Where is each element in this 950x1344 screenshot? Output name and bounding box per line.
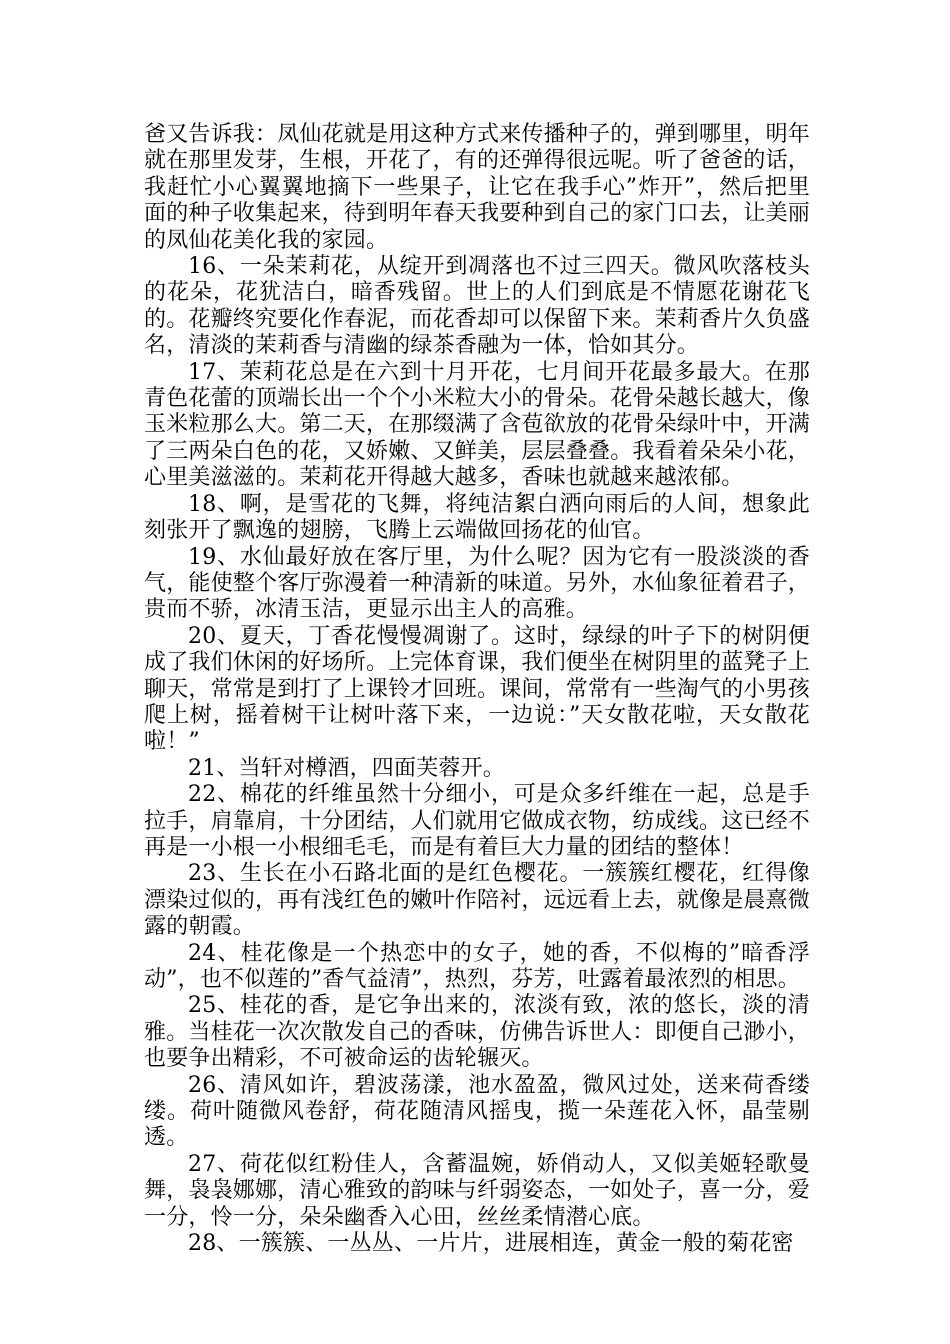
paragraph-intro: 爸又告诉我：凤仙花就是用这种方式来传播种子的，弹到哪里，明年就在那里发芽，生根，开花了，有的还弹得很远呢。听了爸爸的话，我赶忙小心翼翼地摘下一些果子，让它在我手心”炸开”，然后把里面的种子收集起来，待到明年春天我要种到自己的家门口去，让美丽的凤仙花美化我的家园。 — [144, 122, 811, 253]
paragraph-22: 22、棉花的纤维虽然十分细小，可是众多纤维在一起，总是手拉手，肩靠肩，十分团结，人们就用它做成衣物，纺成线。这已经不再是一小根一小根细毛毛，而是有着巨大力量的团结的整体！ — [144, 782, 811, 860]
paragraph-26: 26、清风如许，碧波荡漾，池水盈盈，微风过处，送来荷香缕缕。荷叶随微风卷舒，荷花随清风摇曳，揽一朵莲花入怀，晶莹剔透。 — [144, 1072, 810, 1151]
paragraph-21: 21、当轩对樽酒，四面芙蓉开。 — [188, 755, 505, 781]
paragraph-16: 16、一朵茉莉花，从绽开到凋落也不过三四天。微风吹落枝头的花朵，花犹洁白，暗香残留。世上的人们到底是不情愿花谢花飞的。花瓣终究要化作春泥，而花香却可以保留下来。茉莉香片久负盛名，清淡的茉莉香与清幽的绿茶香融为一体，恰如其分。 — [144, 254, 811, 359]
document-body — [144, 122, 810, 1257]
paragraph-27: 27、荷花似红粉佳人，含蓄温婉，娇俏动人，又似美姬轻歌曼舞，袅袅娜娜，清心雅致的韵味与纤弱姿态，一如处子，喜一分，爱一分，怜一分，朵朵幽香入心田，丝丝柔情潜心底。 — [144, 1151, 811, 1230]
paragraph-20: 20、夏天，丁香花慢慢凋谢了。这时，绿绿的叶子下的树阴便成了我们休闲的好场所。上完体育课，我们便坐在树阴里的蓝凳子上聊天，常常是到打了上课铃才回班。课间，常常有一些淘气的小男孩爬上树，摇着树干让树叶落下来，一边说：”天女散花啦，天女散花啦！” — [144, 623, 811, 755]
paragraph-17: 17、茉莉花总是在六到十月开花，七月间开花最多最大。在那青色花蕾的顶端长出一个个小米粒大小的骨朵。花骨朵越长越大，像玉米粒那么大。第二天，在那缀满了含苞欲放的花骨朵绿叶中，开满了三两朵白色的花，又娇嫩、又鲜美，层层叠叠。我看着朵朵小花，心里美滋滋的。茉莉花开得越大越多，香味也就越来越浓郁。 — [144, 359, 811, 491]
paragraph-25: 25、桂花的香，是它争出来的，浓淡有致，浓的悠长，淡的清雅。当桂花一次次散发自己的香味，仿佛告诉世人：即便自己渺小，也要争出精彩，不可被命运的齿轮辗灭。 — [144, 993, 811, 1072]
paragraph-28: 28、一簇簇、一丛丛、一片片，进展相连，黄金一般的菊花密 — [188, 1231, 794, 1257]
paragraph-24: 24、桂花像是一个热恋中的女子，她的香，不似梅的”暗香浮动”，也不似莲的”香气益清”，热烈，芬芳，吐露着最浓烈的相思。 — [144, 940, 810, 992]
paragraph-18: 18、啊，是雪花的飞舞，将纯洁絮白洒向雨后的人间，想象此刻张开了飘逸的翅膀，飞腾上云端做回扬花的仙官。 — [144, 491, 810, 544]
paragraph-19: 19、水仙最好放在客厅里，为什么呢？因为它有一股淡淡的香气，能使整个客厅弥漫着一种清新的味道。另外，水仙象征着君子，贵而不骄，冰清玉洁，更显示出主人的高雅。 — [144, 544, 811, 623]
paragraph-23: 23、生长在小石路北面的是红色樱花。一簇簇红樱花，红得像漂染过似的，再有浅红色的嫩叶作陪衬，远远看上去，就像是晨熹微露的朝霞。 — [144, 861, 811, 940]
